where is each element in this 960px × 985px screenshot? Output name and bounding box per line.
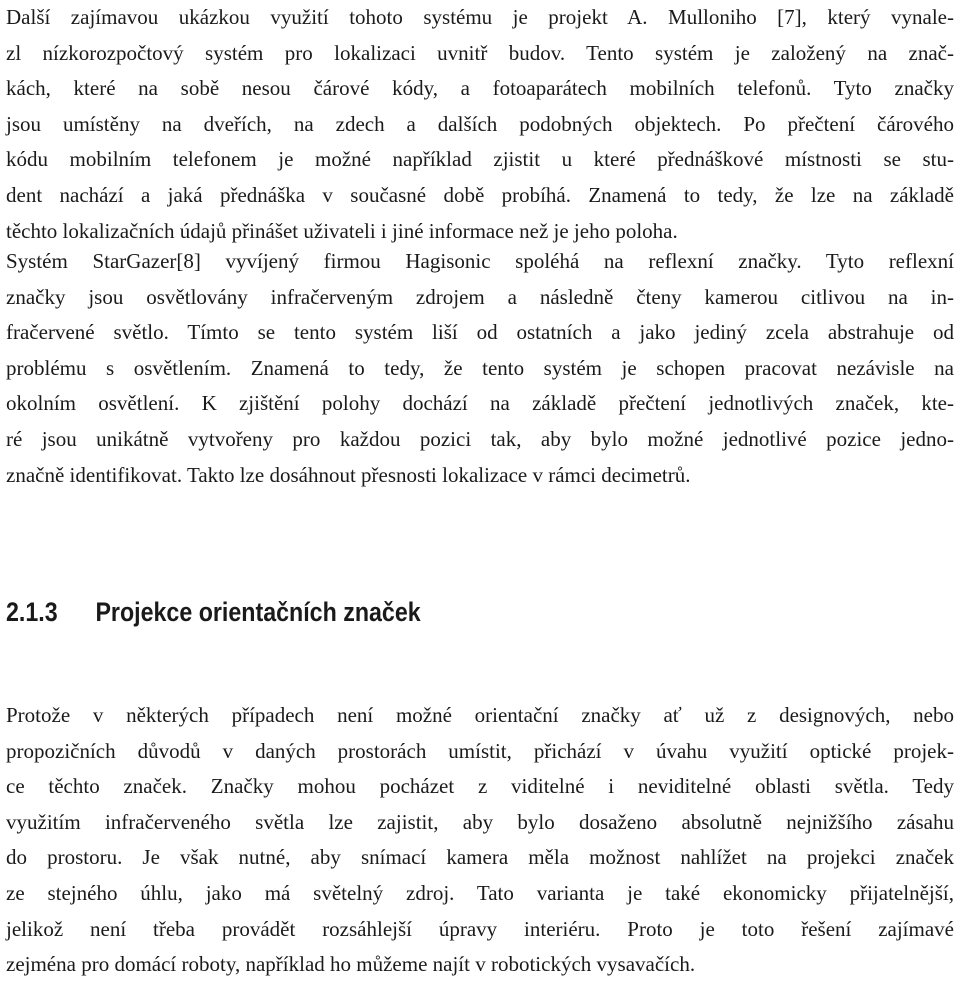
text-line: problému s osvětlením. Znamená to tedy, že tento systém je schopen pracovat nezávisle na (6, 355, 954, 380)
text-line: Protože v některých případech není možné orientační značky ať už z designových, nebo (6, 703, 954, 727)
section-heading (6, 592, 421, 632)
text-line: propozičních důvodů v daných prostorách umístit, přichází v úvahu využití optické projek- (6, 738, 954, 763)
paragraph-mulloni-project (6, 0, 954, 249)
section-number: 2.1.3 (6, 597, 58, 627)
text-line: těchto lokalizačních údajů přinášet uživateli i jiné informace než je jeho poloha. (6, 218, 678, 243)
text-line: Další zajímavou ukázkou využití tohoto systému je projekt A. Mulloniho [7], který vynale- (6, 5, 954, 29)
text-line: využitím infračerveného světla lze zajistit, aby bylo dosaženo absolutně nejnižšího zásahu (6, 809, 954, 834)
text-line: dent nachází a jaká přednáška v současné době probíhá. Znamená to tedy, že lze na základě (6, 182, 954, 207)
text-line: značně identifikovat. Takto lze dosáhnout přesnosti lokalizace v rámci decimetrů. (6, 462, 691, 487)
text-line: ce těchto značek. Značky mohou pocházet z viditelné i neviditelné oblasti světla. Tedy (6, 774, 954, 799)
text-line: kódu mobilním telefonem je možné například zjistit u které přednáškové místnosti se stu- (6, 147, 954, 172)
text-line: značky jsou osvětlovány infračerveným zdrojem a následně čteny kamerou citlivou na in- (6, 284, 954, 309)
text-line: okolním osvětlení. K zjištění polohy dochází na základě přečtení jednotlivých značek, kte- (6, 391, 954, 416)
text-line: zejména pro domácí roboty, například ho můžeme najít v robotických vysavačích. (6, 952, 696, 977)
text-line: jsou umístěny na dveřích, na zdech a dalších podobných objektech. Po přečtení čárového (6, 111, 954, 136)
text-line: ze stejného úhlu, jako má světelný zdroj. Tato varianta je také ekonomicky přijatelnější, (6, 880, 954, 905)
text-line: do prostoru. Je však nutné, aby snímací kamera měla možnost nahlížet na projekci značek (6, 845, 954, 870)
text-line: fračervené světlo. Tímto se tento systém liší od ostatních a jako jediný zcela abstrahuje od (6, 320, 954, 345)
text-line: ré jsou unikátně vytvořeny pro každou pozici tak, aby bylo možné jednotlivé pozice jedno- (6, 426, 954, 451)
text-line: jelikož není třeba provádět rozsáhlejší úpravy interiéru. Proto je toto řešení zajímavé (6, 916, 954, 941)
text-line: zl nízkorozpočtový systém pro lokalizaci uvnitř budov. Tento systém je založený na znač- (6, 40, 954, 65)
paragraph-projection (6, 698, 954, 983)
section-title: Projekce orientačních značek (95, 597, 421, 627)
text-line: Systém StarGazer[8] vyvíjený firmou Hagisonic spoléhá na reflexní značky. Tyto reflexní (6, 249, 954, 273)
paragraph-stargazer (6, 244, 954, 493)
text-line: kách, které na sobě nesou čárové kódy, a fotoaparátech mobilních telefonů. Tyto značky (6, 76, 954, 101)
